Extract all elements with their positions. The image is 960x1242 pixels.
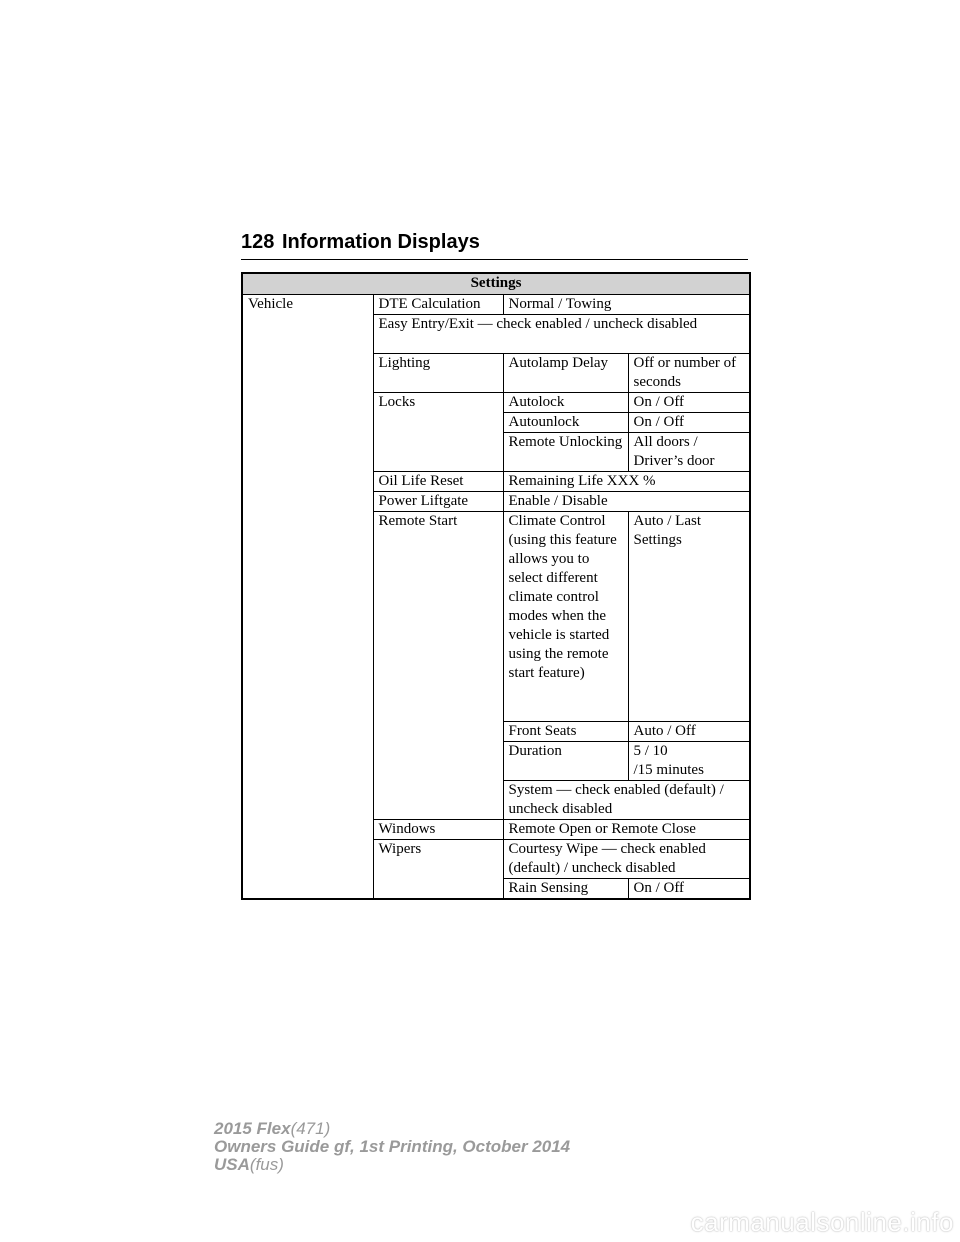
setting-lighting: Lighting (373, 354, 503, 393)
footer-region-code: (fus) (249, 1155, 284, 1174)
value-windows: Remote Open or Remote Close (503, 820, 750, 840)
watermark: carmanualsonline.info (690, 1207, 954, 1237)
value-duration: 5 / 10 /15 minutes (628, 742, 750, 781)
setting-autolamp-delay: Autolamp Delay (503, 354, 628, 393)
setting-locks: Locks (373, 393, 503, 472)
category-vehicle: Vehicle (242, 295, 373, 900)
value-power-liftgate: Enable / Disable (503, 492, 750, 512)
setting-windows: Windows (373, 820, 503, 840)
footer-line-1 (214, 1120, 570, 1138)
value-autounlock: On / Off (628, 413, 750, 433)
table-row (242, 273, 750, 295)
footer-model: 2015 Flex (214, 1119, 291, 1138)
setting-oil-life-reset: Oil Life Reset (373, 472, 503, 492)
value-rain-sensing: On / Off (628, 879, 750, 900)
header-rule (241, 259, 748, 260)
value-oil-life: Remaining Life XXX % (503, 472, 750, 492)
setting-autounlock: Autounlock (503, 413, 628, 433)
footer-region: USA (214, 1155, 250, 1174)
setting-dte-calculation: DTE Calculation (373, 295, 503, 315)
setting-power-liftgate: Power Liftgate (373, 492, 503, 512)
setting-easy-entry: Easy Entry/Exit — check enabled / uncheck disabled (373, 315, 750, 354)
setting-rain-sensing: Rain Sensing (503, 879, 628, 900)
value-autolamp: Off or number of seconds (628, 354, 750, 393)
value-autolock: On / Off (628, 393, 750, 413)
setting-front-seats: Front Seats (503, 722, 628, 742)
value-dte: Normal / Towing (503, 295, 750, 315)
setting-remote-start: Remote Start (373, 512, 503, 820)
footer-code: (471) (290, 1119, 331, 1138)
value-remote-unlocking: All doors / Driver’s door (628, 433, 750, 472)
footer-line-2 (214, 1138, 570, 1156)
value-front-seats: Auto / Off (628, 722, 750, 742)
setting-autolock: Autolock (503, 393, 628, 413)
footer-line-3 (214, 1156, 570, 1174)
setting-system: System — check enabled (default) / uncheck disabled (503, 781, 750, 820)
page-title: Information Displays (282, 231, 480, 253)
setting-courtesy-wipe: Courtesy Wipe — check enabled (default) / uncheck disabled (503, 840, 750, 879)
settings-table (241, 272, 751, 900)
footer (214, 1120, 570, 1174)
page-number: 128 (241, 231, 275, 253)
value-climate: Auto / Last Settings (628, 512, 750, 722)
setting-remote-unlocking: Remote Unlocking (503, 433, 628, 472)
table-heading: Settings (242, 273, 750, 295)
table-row (242, 295, 750, 315)
setting-duration: Duration (503, 742, 628, 781)
setting-climate-control: Climate Control (using this feature allows you to select different climate control modes when the vehicle is started using the remote start feature) (503, 512, 628, 722)
setting-wipers: Wipers (373, 840, 503, 900)
footer-printing: Owners Guide gf, 1st Printing, October 2014 (214, 1137, 571, 1156)
